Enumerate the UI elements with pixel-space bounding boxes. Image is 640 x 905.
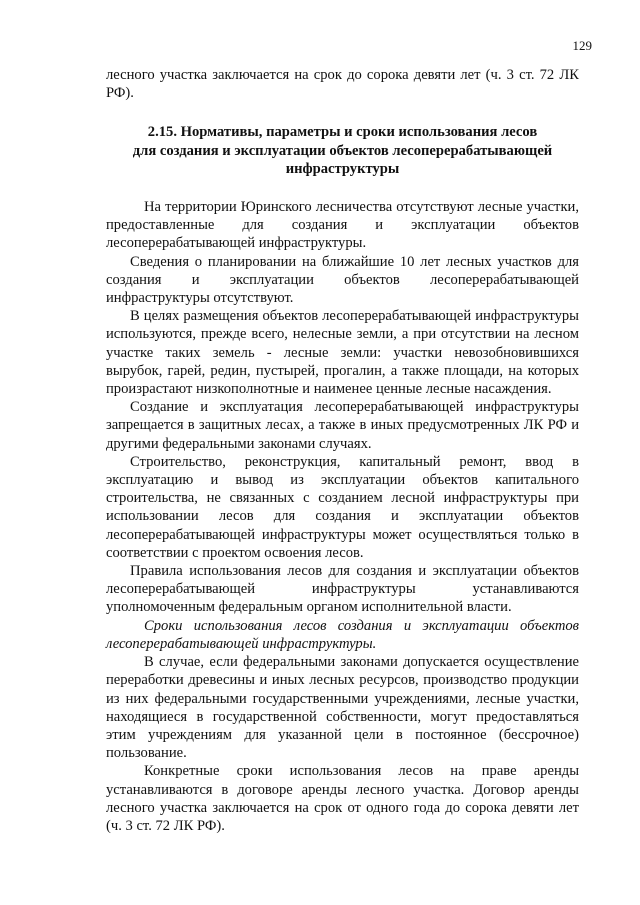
paragraph: Конкретные сроки использования лесов на праве аренды устанавливаются в договоре аренды лесного участка. Договор аренды лесного участка заключается на срок от одного года до сорока девяти лет (ч. 3 ст. 72 ЛК РФ).	[106, 763, 579, 834]
page-number: 129	[572, 38, 592, 53]
paragraph: В случае, если федеральными законами допускается осуществление переработки древесины и иных лесных ресурсов, производство продукции из них федеральными государственными учреждениями, лесные участки, находящиеся в государственной собственности, могут предоставляться этим учреждениям для указанной цели в постоянное (бессрочное) пользование.	[106, 654, 579, 762]
paragraph: В целях размещения объектов лесоперерабатывающей инфраструктуры используются, прежде всего, нелесные земли, а при отсутствии на лесном участке таких земель - лесные земли: участки невозобновившихся вырубок, гарей, редин, пустырей, прогалин, а также площади, на которых произрастают низкополнотные и наименее ценные лесные насаждения.	[106, 308, 579, 398]
paragraph: Создание и эксплуатация лесоперерабатывающей инфраструктуры запрещается в защитных лесах, а также в иных предусмотренных ЛК РФ и другими федеральными законами случаях.	[106, 399, 579, 452]
section-title-line: 2.15. Нормативы, параметры и сроки использования лесов	[147, 124, 538, 141]
lead-paragraph: лесного участка заключается на срок до сорока девяти лет (ч. 3 ст. 72 ЛК РФ).	[106, 67, 579, 102]
section-title	[106, 123, 579, 178]
italic-subheading: Сроки использования лесов создания и эксплуатации объектов лесоперерабатывающей инфраструктуры.	[106, 617, 579, 652]
paragraph: Правила использования лесов для создания и эксплуатации объектов лесоперерабатывающей инфраструктуры устанавливаются уполномоченным федеральным органом исполнительной власти.	[106, 563, 579, 616]
section-title-line: для создания и эксплуатации объектов лесоперерабатывающей	[132, 142, 553, 159]
paragraph: Сведения о планировании на ближайшие 10 лет лесных участков для создания и эксплуатации объектов лесоперерабатывающей инфраструктуры отсутствуют.	[106, 253, 579, 307]
section-title-line: инфраструктуры	[285, 160, 400, 177]
document-body	[106, 66, 579, 835]
paragraph: На территории Юринского лесничества отсутствуют лесные участки, предоставленные для создания и эксплуатации объектов лесоперерабатывающей инфраструктуры.	[106, 199, 579, 252]
paragraph: Строительство, реконструкция, капитальный ремонт, ввод в эксплуатацию и вывод из эксплуатации объектов капитального строительства, не связанных с созданием лесной инфраструктуры при использовании лесов для создания и эксплуатации объектов лесоперерабатывающей инфраструктуры может осуществляться только в соответствии с проектом освоения лесов.	[106, 453, 579, 561]
